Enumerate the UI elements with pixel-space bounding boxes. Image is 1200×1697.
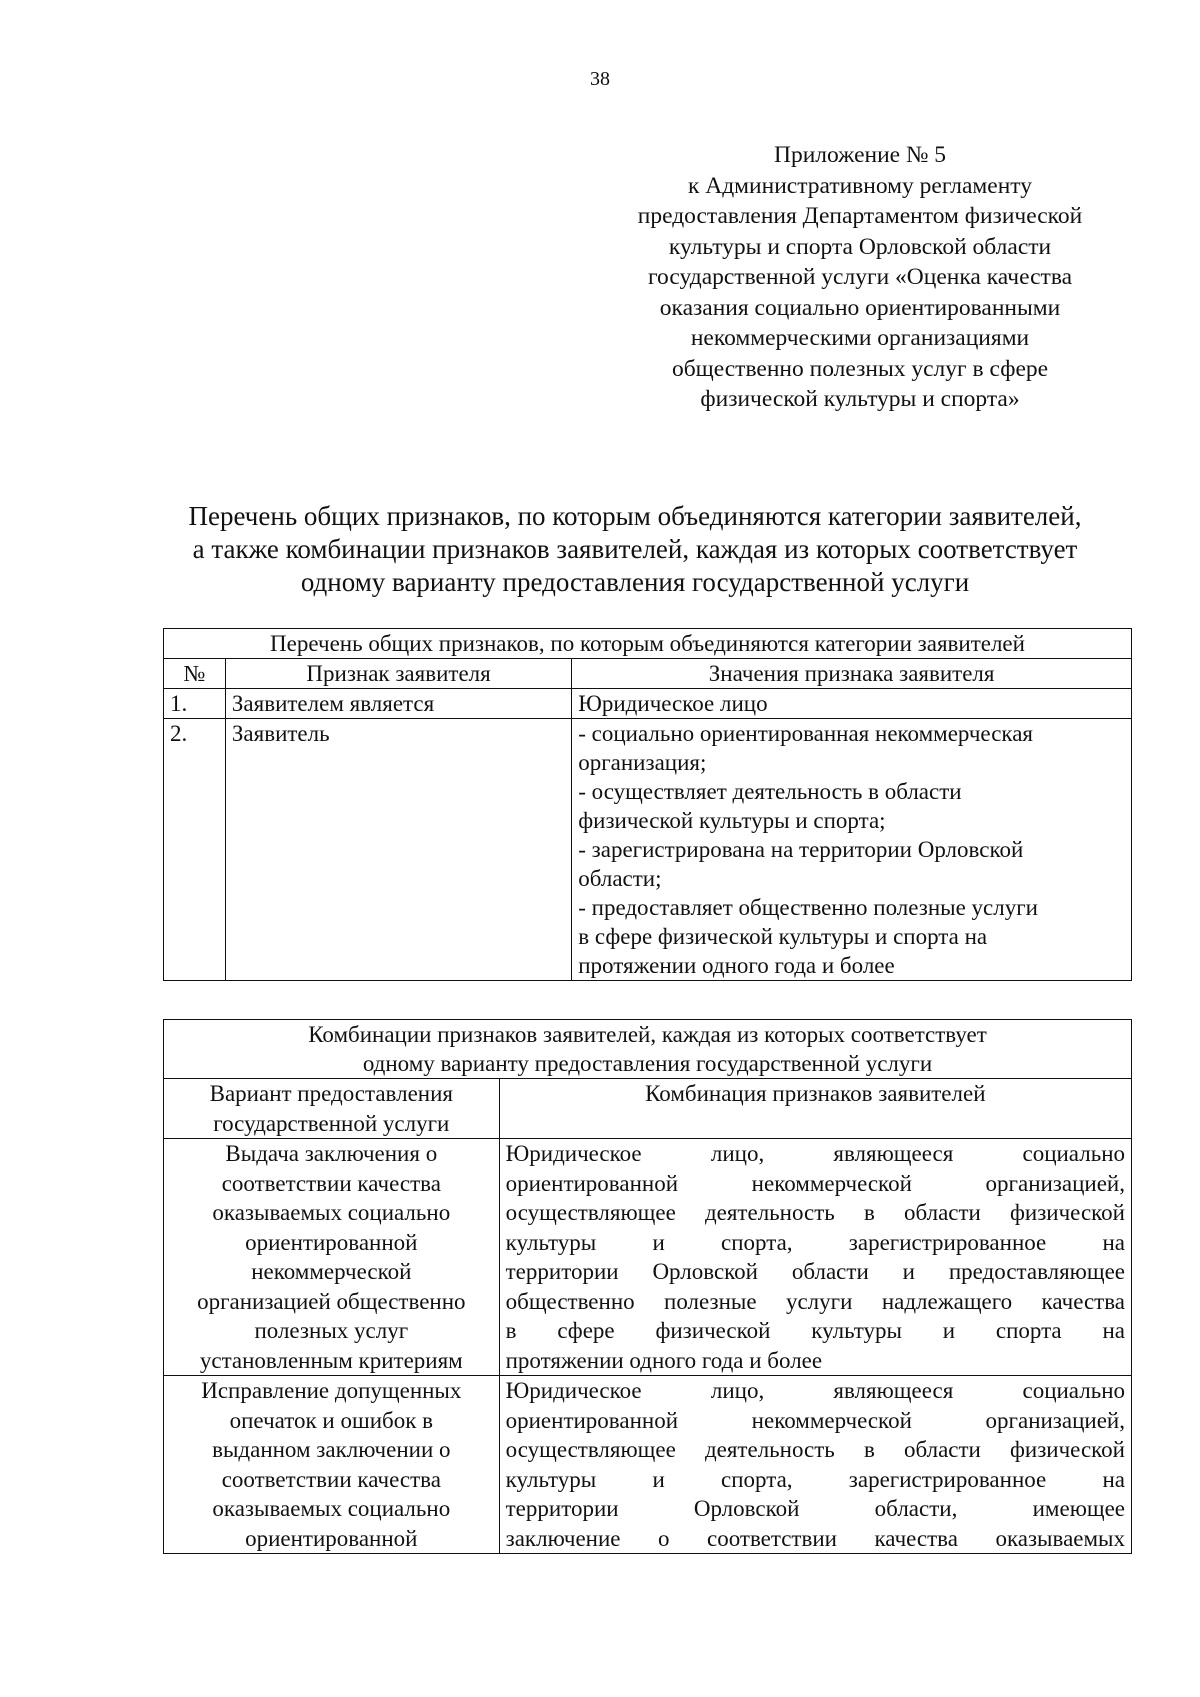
table-caption-row	[164, 1020, 1132, 1079]
feature-combinations-table	[163, 1019, 1132, 1554]
variant-line: опечаток и ошибок в	[229, 1407, 433, 1433]
row-number: 2.	[164, 719, 226, 981]
variant-line: установленным критериям	[199, 1347, 463, 1373]
appendix-line: к Административному регламенту	[687, 172, 1033, 199]
combination-line: осуществляющее деятельность в области физической	[505, 1437, 1125, 1462]
variant-line: организацией общественно	[197, 1288, 466, 1314]
header-variant-line: государственной услуги	[213, 1110, 450, 1136]
combination-line: Юридическое лицо, являющееся социально	[505, 1141, 1125, 1166]
variant-line: Выдача заключения о	[225, 1141, 438, 1166]
variant-line: ориентированной	[245, 1525, 418, 1551]
caption-line: Комбинации признаков заявителей, каждая из которых соответствует	[308, 1022, 987, 1047]
row-number: 1.	[164, 689, 226, 719]
combination-line: в сфере физической культуры и спорта на	[505, 1318, 1125, 1343]
variant-line: полезных услуг	[254, 1318, 409, 1343]
combination-line: территории Орловской области и предоставляющее	[505, 1259, 1125, 1284]
header-feature: Признак заявителя	[225, 659, 571, 689]
value-line: физической культуры и спорта;	[578, 808, 886, 833]
appendix-line: некоммерческими организациями	[690, 325, 1030, 351]
variant-line: выданном заключении о	[212, 1437, 451, 1462]
appendix-header	[600, 140, 1120, 415]
combination-line: протяжении одного года и более	[505, 1347, 823, 1373]
combination-line: общественно полезные услуги надлежащего качества	[505, 1288, 1125, 1314]
value-line: - предоставляет общественно полезные услуги	[578, 895, 1038, 920]
value-line: Юридическое лицо	[578, 691, 768, 716]
appendix-line: предоставления Департаментом физической	[637, 203, 1083, 229]
value-line: - осуществляет деятельность в области	[578, 779, 962, 804]
row-values	[572, 719, 1132, 981]
applicant-features-table	[163, 628, 1132, 981]
appendix-line: оказания социально ориентированными	[659, 294, 1061, 321]
table-row	[164, 1139, 1132, 1376]
table-row	[164, 689, 1132, 719]
table-caption	[164, 1020, 1132, 1079]
title-line: одному варианту предоставления государственной услуги	[300, 567, 970, 597]
value-line: в сфере физической культуры и спорта на	[578, 924, 988, 949]
header-number: №	[164, 659, 226, 689]
table-row	[164, 719, 1132, 981]
row-feature: Заявителем является	[225, 689, 571, 719]
variant-line: соответствии качества	[221, 1170, 441, 1196]
header-values: Значения признака заявителя	[572, 659, 1132, 689]
header-variant	[164, 1079, 500, 1139]
variant-line: ориентированной	[245, 1229, 418, 1255]
variant-cell	[164, 1139, 500, 1376]
combination-line: культуры и спорта, зарегистрированное на	[505, 1229, 1125, 1255]
appendix-line: общественно полезных услуг в сфере	[671, 355, 1049, 382]
row-feature: Заявитель	[225, 719, 571, 981]
value-line: организация;	[578, 750, 707, 775]
variant-line: Исправление допущенных	[201, 1378, 462, 1403]
variant-line: соответствии качества	[221, 1466, 441, 1492]
combination-line: ориентированной некоммерческой организацией,	[505, 1170, 1125, 1196]
table-header-row	[164, 659, 1132, 689]
variant-line: некоммерческой	[251, 1259, 412, 1284]
appendix-line: физической культуры и спорта»	[700, 386, 1020, 412]
table-caption-row	[164, 629, 1132, 659]
combination-line: Юридическое лицо, являющееся социально	[505, 1378, 1125, 1403]
appendix-line: государственной услуги «Оценка качества	[647, 264, 1073, 290]
combination-line: заключение о соответствии качества оказываемых	[505, 1525, 1125, 1551]
page-number: 38	[590, 68, 610, 90]
value-line: - социально ориентированная некоммерческая	[578, 721, 1034, 746]
variant-line: оказываемых социально	[212, 1496, 451, 1521]
document-title	[120, 500, 1150, 599]
value-line: протяжении одного года и более	[578, 953, 895, 978]
table-header-row	[164, 1079, 1132, 1139]
title-line: Перечень общих признаков, по которым объединяются категории заявителей,	[188, 501, 1082, 531]
combination-line: культуры и спорта, зарегистрированное на	[505, 1466, 1125, 1492]
header-variant-line: Вариант предоставления	[209, 1081, 453, 1106]
combination-line: ориентированной некоммерческой организацией,	[505, 1407, 1125, 1433]
combination-line: осуществляющее деятельность в области физической	[505, 1200, 1125, 1225]
title-line: а также комбинации признаков заявителей, каждая из которых соответствует	[192, 534, 1078, 564]
combination-cell	[499, 1139, 1131, 1376]
value-line: области;	[578, 866, 662, 891]
variant-line: оказываемых социально	[212, 1200, 451, 1225]
appendix-line: культуры и спорта Орловской области	[668, 233, 1052, 260]
variant-cell	[164, 1376, 500, 1554]
row-values	[572, 689, 1132, 719]
table-row	[164, 1376, 1132, 1554]
header-combination: Комбинация признаков заявителей	[499, 1079, 1131, 1139]
appendix-line: Приложение № 5	[773, 142, 947, 168]
caption-line: одному варианту предоставления государственной услуги	[362, 1051, 933, 1076]
value-line: - зарегистрирована на территории Орловской	[578, 837, 1024, 862]
combination-cell	[499, 1376, 1131, 1554]
table-caption: Перечень общих признаков, по которым объединяются категории заявителей	[164, 629, 1132, 659]
combination-line: территории Орловской области, имеющее	[505, 1496, 1125, 1521]
